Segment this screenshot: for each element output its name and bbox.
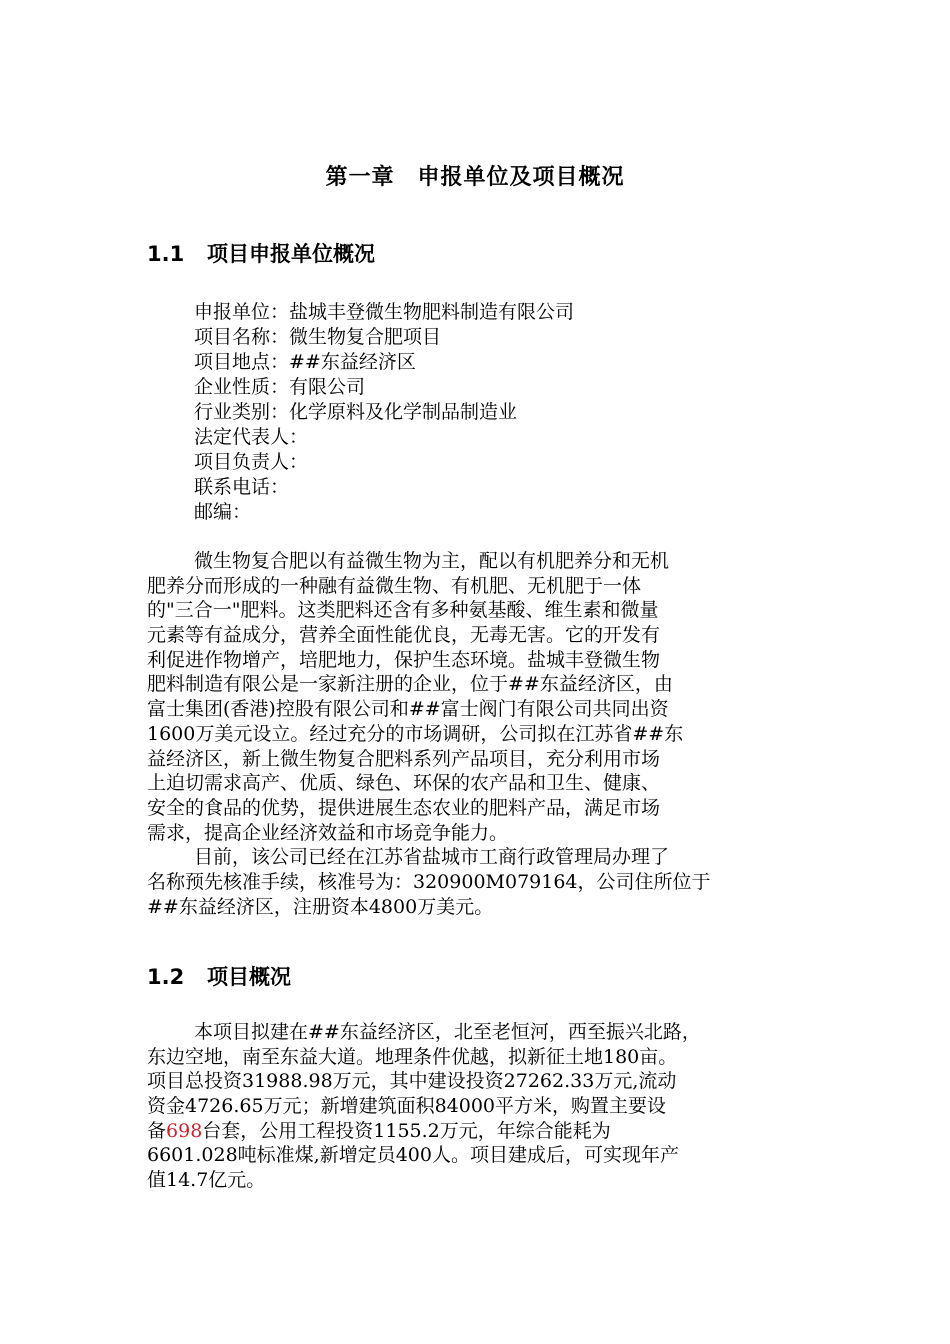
paragraph-line: 目前，该公司已经在江苏省盐城市工商行政管理局办理了 (194, 846, 670, 869)
paragraph-line: 富士集团(香港)控股有限公司和##富士阀门有限公司共同出资 (147, 698, 669, 721)
paragraph-line: 肥养分而形成的一种融有益微生物、有机肥、无机肥于一体 (147, 574, 642, 597)
info-project-name: 项目名称：微生物复合肥项目 (194, 326, 442, 348)
chapter-title: 第一章 申报单位及项目概况 (325, 165, 625, 190)
section-heading-1-2 (147, 961, 291, 991)
paragraph-line: 名称预先核准手续，核准号为：320900M079164，公司住所位于 (147, 870, 711, 893)
paragraph-line: 值14.7亿元。 (147, 1169, 266, 1192)
info-postcode: 邮编： (194, 501, 252, 523)
info-project-location: 项目地点：##东益经济区 (194, 351, 416, 373)
paragraph-line (147, 1119, 805, 1144)
paragraph-line: ##东益经济区，注册资本4800万美元。 (147, 895, 494, 918)
paragraph-line: 本项目拟建在##东益经济区，北至老恒河，西至振兴北路， (194, 1021, 701, 1043)
paragraph-line: 项目总投资31988.98万元，其中建设投资27262.33万元,流动 (147, 1070, 677, 1093)
paragraph-line: 益经济区，新上微生物复合肥料系列产品项目，充分利用市场 (147, 747, 661, 770)
paragraph-project-summary (147, 1020, 805, 1193)
paragraph-line: 肥料制造有限公是一家新注册的企业，位于##东益经济区，由 (147, 673, 673, 696)
paragraph-line: 元素等有益成分，营养全面性能优良，无毒无害。它的开发有 (147, 624, 661, 647)
info-industry: 行业类别：化学原料及化学制品制造业 (194, 401, 518, 423)
paragraph-line: 微生物复合肥以有益微生物为主，配以有机肥养分和无机 (194, 550, 670, 572)
section-title: 项目申报单位概况 (207, 242, 375, 266)
paragraph-line: 东边空地，南至东益大道。地理条件优越，拟新征土地180亩。 (147, 1045, 678, 1068)
line-prefix: 备 (147, 1119, 167, 1142)
info-phone: 联系电话： (194, 476, 290, 498)
equipment-count-highlight: 698 (166, 1119, 203, 1142)
info-applicant: 申报单位：盐城丰登微生物肥料制造有限公司 (194, 301, 575, 323)
paragraph-line: 资金4726.65万元；新增建筑面积84000平方米，购置主要设 (147, 1095, 667, 1118)
paragraph-line: 上迫切需求高产、优质、绿色、环保的农产品和卫生、健康、 (147, 772, 661, 795)
info-project-lead: 项目负责人： (194, 451, 309, 473)
section-number: 1.2 (147, 965, 185, 989)
paragraph-line: 需求，提高企业经济效益和市场竞争能力。 (147, 821, 509, 844)
line-suffix: 台套，公用工程投资1155.2万元，年综合能耗为 (202, 1119, 611, 1142)
paragraph-line: 6601.028吨标准煤,新增定员400人。项目建成后，可实现年产 (147, 1144, 679, 1167)
section-heading-1-1 (147, 238, 375, 268)
section-title: 项目概况 (207, 965, 291, 989)
paragraph-overview (147, 549, 805, 919)
paragraph-line: 安全的食品的优势，提供进展生态农业的肥料产品，满足市场 (147, 796, 661, 819)
info-legal-representative: 法定代表人： (194, 426, 309, 448)
paragraph-line: 的"三合一"肥料。这类肥料还含有多种氨基酸、维生素和微量 (147, 599, 659, 622)
section-number: 1.1 (147, 242, 185, 266)
info-enterprise-type: 企业性质：有限公司 (194, 376, 366, 398)
applicant-info-list (194, 300, 574, 525)
paragraph-line: 1600万美元设立。经过充分的市场调研，公司拟在江苏省##东 (147, 722, 684, 745)
paragraph-line: 利促进作物增产，培肥地力，保护生态环境。盐城丰登微生物 (147, 648, 661, 671)
